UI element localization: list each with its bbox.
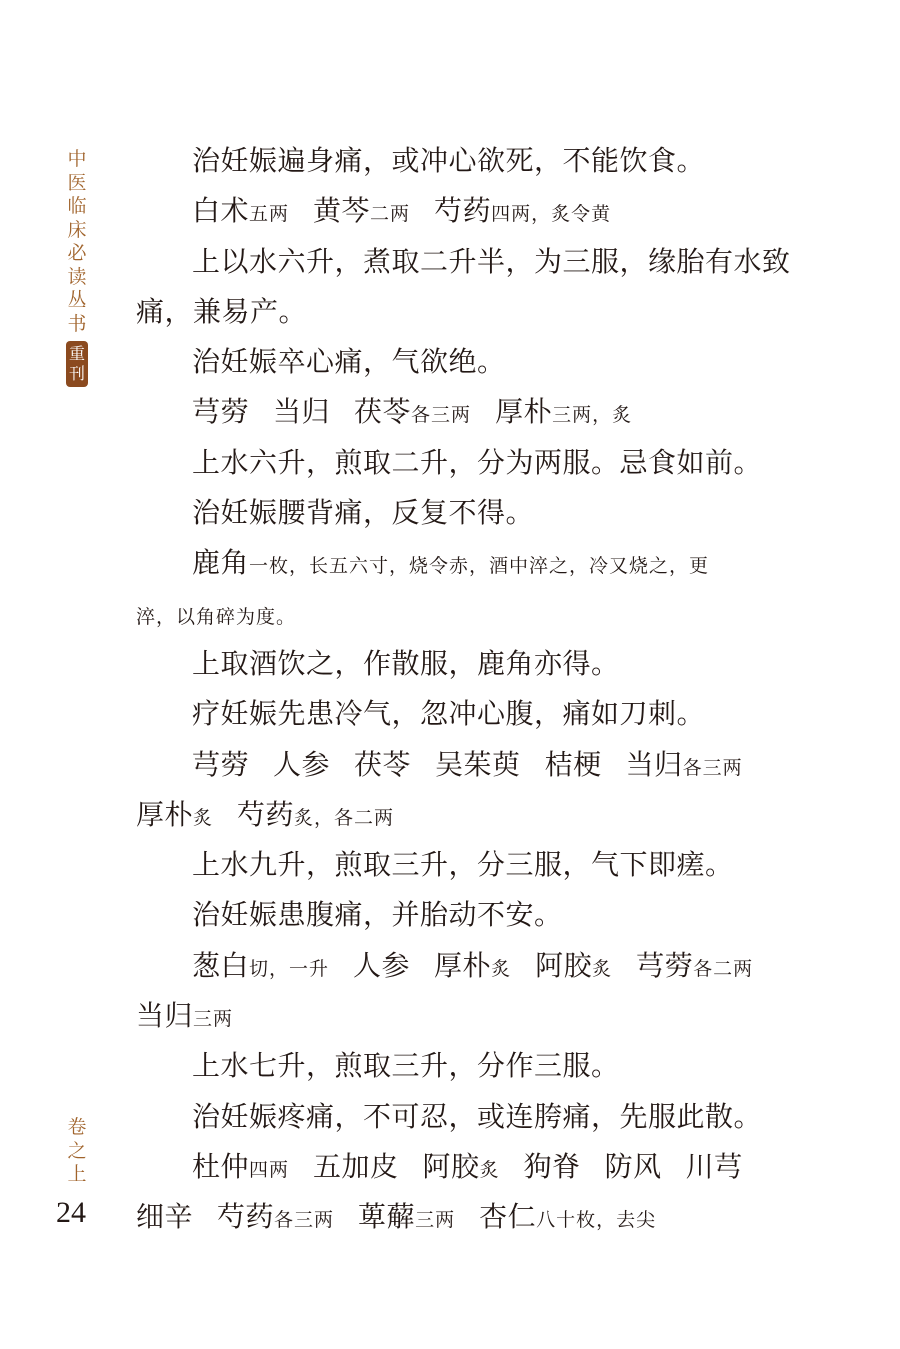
series-title-char: 中 bbox=[67, 148, 87, 170]
annotation-note: 炙 bbox=[193, 806, 214, 829]
series-title-char: 医 bbox=[67, 171, 87, 194]
main-text: 芎䓖 bbox=[636, 948, 694, 982]
annotation-note: 切，一升 bbox=[249, 957, 330, 980]
main-text: 人参 bbox=[273, 747, 331, 781]
annotation-note: 各二两 bbox=[693, 957, 754, 980]
volume-char: 上 bbox=[67, 1163, 87, 1185]
annotation-note: 淬，以角碎为度。 bbox=[136, 605, 297, 628]
main-text: 芍药 bbox=[217, 1200, 275, 1234]
main-text: 葱白 bbox=[192, 948, 250, 982]
series-title-char: 丛 bbox=[67, 289, 87, 311]
main-text: 疗妊娠先患冷气，忽冲心腹，痛如刀刺。 bbox=[192, 697, 706, 731]
annotation-note: 五两 bbox=[249, 203, 290, 226]
main-text: 上以水六升，煮取二升半，为三服，缘胎有水致 bbox=[192, 244, 791, 278]
main-text: 萆薢 bbox=[358, 1200, 416, 1234]
main-text: 人参 bbox=[353, 948, 411, 982]
volume-char: 之 bbox=[67, 1139, 87, 1162]
main-text: 吴茱萸 bbox=[435, 747, 521, 781]
text-line bbox=[136, 840, 756, 890]
text-line bbox=[136, 890, 756, 940]
main-text: 治妊娠卒心痛，气欲绝。 bbox=[192, 345, 506, 379]
main-text: 芎䓖 bbox=[192, 747, 250, 781]
main-text: 黄芩 bbox=[313, 194, 371, 228]
annotation-note: 炙 bbox=[479, 1158, 500, 1181]
main-text: 上水九升，煎取三升，分三服，气下即瘥。 bbox=[192, 848, 734, 882]
volume-label bbox=[66, 1116, 88, 1187]
text-line bbox=[136, 287, 756, 337]
text-line bbox=[136, 438, 763, 488]
main-text: 治妊娠遍身痛，或冲心欲死，不能饮食。 bbox=[192, 144, 706, 177]
annotation-note: 三两，炙 bbox=[552, 404, 633, 427]
text-line bbox=[136, 1192, 756, 1242]
text-line bbox=[136, 790, 756, 840]
text-line bbox=[136, 740, 756, 790]
series-title-char: 床 bbox=[67, 218, 87, 241]
main-text: 当归 bbox=[273, 395, 331, 429]
series-title-char: 临 bbox=[67, 195, 87, 217]
series-title bbox=[66, 148, 88, 387]
main-text: 杜仲 bbox=[192, 1149, 250, 1183]
text-line bbox=[136, 538, 756, 588]
text-line bbox=[136, 689, 756, 739]
main-text: 阿胶 bbox=[535, 948, 593, 982]
main-text: 上取酒饮之，作散服，鹿角亦得。 bbox=[192, 646, 620, 680]
series-title-char: 必 bbox=[67, 242, 87, 264]
seal-char: 重 bbox=[68, 344, 85, 363]
main-text: 芍药 bbox=[434, 194, 492, 228]
main-text: 细辛 bbox=[136, 1200, 194, 1234]
annotation-note: 三两 bbox=[415, 1209, 456, 1232]
page-number: 24 bbox=[56, 1196, 86, 1229]
main-text: 治妊娠疼痛，不可忍，或连胯痛，先服此散。 bbox=[192, 1099, 763, 1133]
text-line bbox=[136, 186, 756, 236]
text-line bbox=[136, 941, 756, 991]
text-line bbox=[136, 488, 756, 538]
main-text: 当归 bbox=[136, 999, 194, 1033]
annotation-note: 各三两 bbox=[682, 756, 743, 779]
main-text: 厚朴 bbox=[434, 948, 492, 982]
annotation-note: 炙 bbox=[592, 957, 613, 980]
main-text: 杏仁 bbox=[479, 1200, 537, 1234]
main-text: 治妊娠患腹痛，并胎动不安。 bbox=[192, 898, 563, 932]
main-text: 白术 bbox=[192, 194, 250, 228]
main-text: 桔梗 bbox=[544, 747, 602, 781]
main-text: 狗脊 bbox=[523, 1149, 581, 1183]
main-text: 痛，兼易产。 bbox=[136, 294, 308, 328]
text-line bbox=[136, 1142, 756, 1192]
main-text: 茯苓 bbox=[354, 747, 412, 781]
annotation-note: 各三两 bbox=[274, 1209, 335, 1232]
text-line bbox=[136, 991, 756, 1041]
text-line bbox=[136, 337, 756, 387]
volume-char: 卷 bbox=[67, 1116, 87, 1138]
text-line bbox=[136, 639, 756, 689]
main-text: 厚朴 bbox=[495, 395, 553, 429]
annotation-note: 炙 bbox=[491, 957, 512, 980]
series-title-text bbox=[67, 148, 86, 336]
seal-char: 刊 bbox=[68, 364, 85, 383]
annotation-note: 炙，各二两 bbox=[294, 806, 395, 829]
annotation-note: 四两，炙令黄 bbox=[491, 203, 612, 226]
text-line bbox=[136, 136, 756, 186]
main-text: 厚朴 bbox=[136, 797, 194, 831]
annotation-note: 二两 bbox=[370, 203, 411, 226]
annotation-note: 一枚，长五六寸，烧令赤，酒中淬之，冷又烧之，更 bbox=[249, 555, 710, 578]
main-text: 治妊娠腰背痛，反复不得。 bbox=[192, 496, 535, 530]
annotation-note: 四两 bbox=[249, 1158, 290, 1181]
page-body bbox=[136, 136, 791, 1243]
main-text: 芎䓖 bbox=[192, 395, 250, 429]
text-line bbox=[136, 1041, 756, 1091]
series-title-char: 书 bbox=[67, 312, 87, 335]
main-text: 茯苓 bbox=[354, 395, 412, 429]
main-text: 防风 bbox=[604, 1149, 662, 1183]
main-text: 当归 bbox=[625, 747, 683, 781]
series-title-char: 读 bbox=[67, 265, 87, 288]
text-line bbox=[136, 237, 791, 287]
annotation-note: 八十枚，去尖 bbox=[536, 1209, 657, 1232]
main-text: 阿胶 bbox=[422, 1149, 480, 1183]
text-line bbox=[136, 387, 756, 437]
main-text: 五加皮 bbox=[313, 1149, 399, 1183]
main-text: 川芎 bbox=[685, 1149, 743, 1183]
main-text: 上水七升，煎取三升，分作三服。 bbox=[192, 1049, 620, 1083]
reprint-seal bbox=[66, 341, 88, 387]
text-line bbox=[136, 589, 756, 639]
text-line bbox=[136, 1092, 763, 1142]
main-text: 上水六升，煎取二升，分为两服。忌食如前。 bbox=[192, 445, 763, 479]
annotation-note: 三两 bbox=[193, 1008, 234, 1031]
main-text: 芍药 bbox=[237, 797, 295, 831]
main-text: 鹿角 bbox=[192, 546, 250, 580]
annotation-note: 各三两 bbox=[411, 404, 472, 427]
